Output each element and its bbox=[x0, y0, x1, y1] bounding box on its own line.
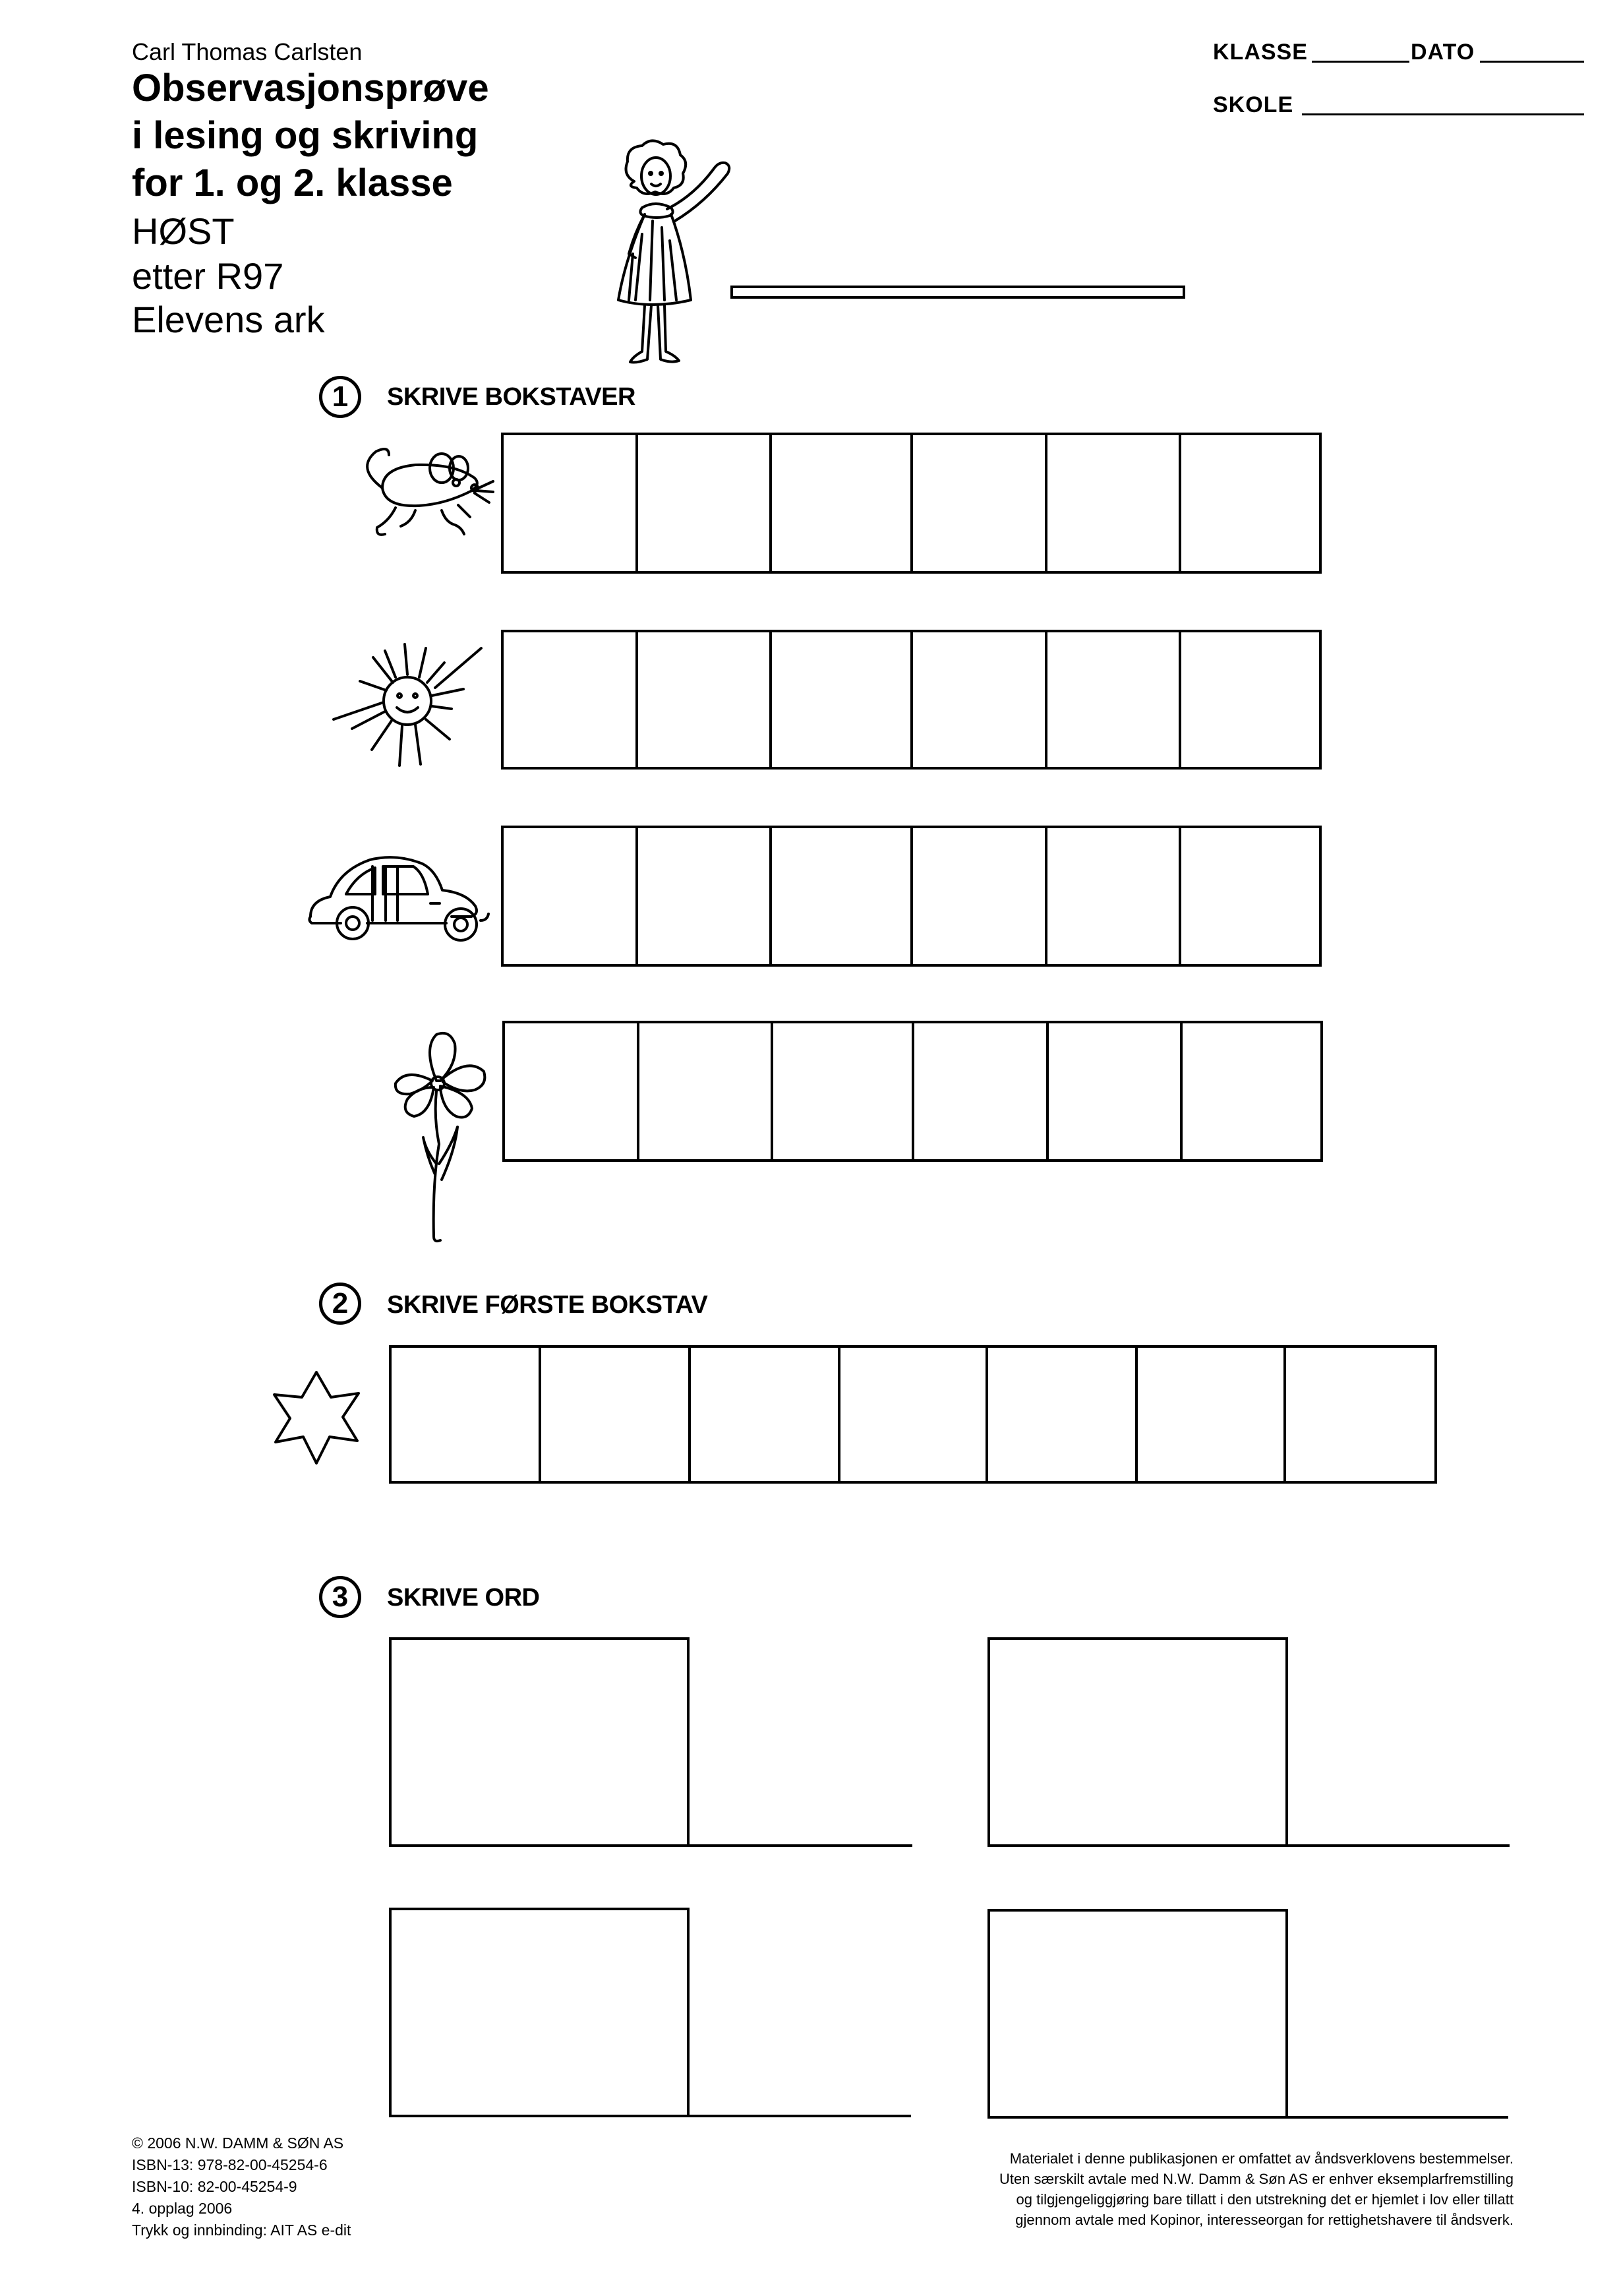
word-picture-box bbox=[389, 1908, 690, 2117]
word-picture-box bbox=[987, 1637, 1288, 1847]
flower-icon bbox=[389, 1025, 488, 1243]
legal-line: gjennom avtale med Kopinor, interesseorgan for rettighetshavere til åndsverk. bbox=[1015, 2212, 1514, 2228]
word-write-line[interactable] bbox=[688, 1844, 912, 1847]
letter-box[interactable] bbox=[504, 435, 638, 571]
letter-box[interactable] bbox=[1181, 828, 1319, 964]
mouse-icon bbox=[343, 442, 494, 567]
printer-line: Trykk og innbinding: AIT AS e-dit bbox=[132, 2221, 351, 2239]
section-2-number: 2 bbox=[319, 1283, 361, 1325]
legal-notice bbox=[920, 2148, 1514, 2230]
letter-box[interactable] bbox=[1138, 1348, 1286, 1481]
letter-box[interactable] bbox=[772, 828, 913, 964]
title-line: for 1. og 2. klasse bbox=[132, 162, 453, 204]
letter-box[interactable] bbox=[504, 828, 638, 964]
word-write-line[interactable] bbox=[1287, 1844, 1510, 1847]
title-line: Observasjonsprøve bbox=[132, 67, 489, 109]
car-icon bbox=[307, 851, 491, 943]
letter-row bbox=[502, 1021, 1323, 1162]
letter-box[interactable] bbox=[639, 1023, 774, 1159]
letter-box[interactable] bbox=[840, 1348, 989, 1481]
letter-box[interactable] bbox=[1049, 1023, 1183, 1159]
curriculum-label: etter R97 bbox=[132, 255, 284, 297]
skole-field[interactable] bbox=[1302, 113, 1584, 115]
letter-box[interactable] bbox=[541, 1348, 691, 1481]
letter-box[interactable] bbox=[772, 435, 913, 571]
letter-box[interactable] bbox=[638, 632, 773, 767]
first-letter-row bbox=[389, 1345, 1437, 1484]
copyright-block bbox=[132, 2132, 351, 2241]
section-2-heading: SKRIVE FØRSTE BOKSTAV bbox=[387, 1291, 708, 1319]
letter-box[interactable] bbox=[773, 1023, 914, 1159]
isbn10-line: ISBN-10: 82-00-45254-9 bbox=[132, 2178, 297, 2195]
letter-box[interactable] bbox=[504, 632, 638, 767]
letter-box[interactable] bbox=[505, 1023, 639, 1159]
copyright-line: © 2006 N.W. DAMM & SØN AS bbox=[132, 2134, 344, 2152]
letter-box[interactable] bbox=[1181, 632, 1319, 767]
letter-box[interactable] bbox=[772, 632, 913, 767]
word-picture-box bbox=[987, 1909, 1288, 2119]
section-1-number: 1 bbox=[319, 376, 361, 418]
letter-box[interactable] bbox=[988, 1348, 1138, 1481]
title-line: i lesing og skriving bbox=[132, 114, 479, 157]
season-label: HØST bbox=[132, 210, 235, 252]
letter-box[interactable] bbox=[1183, 1023, 1320, 1159]
star-icon bbox=[270, 1368, 363, 1467]
author-name: Carl Thomas Carlsten bbox=[132, 38, 363, 65]
sun-icon bbox=[330, 643, 488, 775]
edition-line: 4. opplag 2006 bbox=[132, 2200, 233, 2217]
klasse-field[interactable] bbox=[1312, 61, 1409, 63]
letter-row bbox=[501, 630, 1322, 770]
word-picture-box bbox=[389, 1637, 690, 1847]
page-title bbox=[132, 65, 489, 207]
word-write-line[interactable] bbox=[1287, 2116, 1508, 2119]
letter-box[interactable] bbox=[1047, 435, 1182, 571]
letter-box[interactable] bbox=[1286, 1348, 1434, 1481]
dato-label: DATO bbox=[1411, 40, 1475, 65]
letter-box[interactable] bbox=[392, 1348, 541, 1481]
section-1-heading: SKRIVE BOKSTAVER bbox=[387, 383, 635, 411]
letter-row bbox=[501, 826, 1322, 967]
girl-waving-icon bbox=[593, 135, 751, 379]
legal-line: og tilgjengeliggjøring bare tillatt i den utstrekning det er hjemlet i lov eller tillatt bbox=[1016, 2191, 1514, 2208]
legal-line: Materialet i denne publikasjonen er omfattet av åndsverklovens bestemmelser. bbox=[1009, 2150, 1514, 2167]
letter-box[interactable] bbox=[1047, 828, 1182, 964]
isbn13-line: ISBN-13: 978-82-00-45254-6 bbox=[132, 2156, 328, 2173]
section-3-heading: SKRIVE ORD bbox=[387, 1584, 540, 1612]
word-write-line[interactable] bbox=[688, 2115, 911, 2117]
name-field[interactable] bbox=[730, 286, 1185, 299]
sheet-type-label: Elevens ark bbox=[132, 299, 325, 340]
letter-row bbox=[501, 433, 1322, 574]
letter-box[interactable] bbox=[1181, 435, 1319, 571]
letter-box[interactable] bbox=[913, 632, 1047, 767]
section-3-number: 3 bbox=[319, 1576, 361, 1618]
letter-box[interactable] bbox=[638, 435, 773, 571]
letter-box[interactable] bbox=[914, 1023, 1049, 1159]
dato-field[interactable] bbox=[1480, 61, 1584, 63]
legal-line: Uten særskilt avtale med N.W. Damm & Søn AS er enhver eksemplarfremstilling bbox=[999, 2171, 1514, 2187]
letter-box[interactable] bbox=[1047, 632, 1182, 767]
skole-label: SKOLE bbox=[1213, 92, 1294, 117]
letter-box[interactable] bbox=[638, 828, 773, 964]
letter-box[interactable] bbox=[913, 828, 1047, 964]
klasse-label: KLASSE bbox=[1213, 40, 1308, 65]
letter-box[interactable] bbox=[913, 435, 1047, 571]
letter-box[interactable] bbox=[691, 1348, 840, 1481]
